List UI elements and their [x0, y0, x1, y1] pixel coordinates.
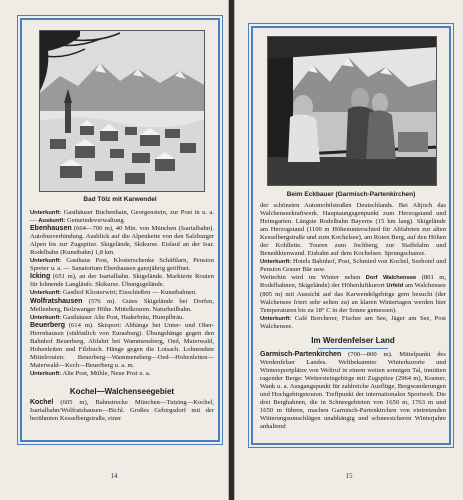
label-keyword: Unterkunft:	[30, 290, 62, 297]
label-keyword: Urfeld	[386, 283, 404, 290]
left-page-frame	[20, 18, 220, 442]
body-text: Hotels Bahnhof, Post, Schmied von Kochel, Seehotel und Pension Grauer Bär usw.	[260, 258, 446, 274]
paragraph	[30, 399, 214, 423]
label-keyword: Unterkunft:	[30, 258, 62, 265]
page-number: 14	[110, 472, 118, 480]
body-text: Weiterhin wird im Winter neben	[260, 274, 366, 282]
body-text: Gasthäuser Alte Post, Haderbräu, Humplbräu.	[61, 313, 184, 321]
label-keyword: Auskunft:	[38, 218, 66, 225]
page-number: 15	[345, 472, 353, 480]
body-text: Gasthäuser Buchenhain, Georgenstein, zur Post in u. a. —	[30, 209, 214, 225]
right-page-frame	[251, 26, 451, 445]
paragraph	[30, 370, 214, 378]
body-text: (614 m). Skisport: Abhänge bei Unter- und Ober-Herrnhausen (südöstlich von Eurasburg). Übungshänge gegen den Bahnhof Beuerberg. Abfahrt bei Wammensberg, Oed, Maierwald, Hohenleiten und Filzbuch. Hänge gegen die Loisach. Lohnendste Mittelrouten: Beuerberg—Wammensberg—Oed—Hohenleiten—Maierwald—Kech—Beuerberg u. a. m.	[30, 321, 214, 369]
body-text: (576 m). Gutes Skigelände bei Dorfen, Meilenberg, Bolzwanger Höhe. Mittelkouren. Naturheilbahn.	[30, 297, 214, 313]
body-text: Café Borcherer, Fischer am See, Jäger am See, Post Walchensee.	[260, 314, 446, 330]
right-page	[234, 0, 463, 500]
body-text: Gasthaus Post, Klosterschenke Schäftlarn, Pension Spreter u. a. — Sanatorium Ebenhausen ganzjährig geöffnet.	[30, 257, 214, 273]
right-page-text	[260, 202, 446, 431]
paragraph	[260, 315, 446, 331]
body-text: (605 m), Bahnstrecke München—Tutzing—Kochel, Isartalbahn/Wolfratshausen—Bichl. Großes Gebirgsdorf mit der berühmten Kesselbergstraße, einer	[30, 399, 214, 423]
photo-caption: Bad Tölz mit Karwendel	[83, 196, 157, 203]
body-text: (700—800 m). Mittelpunkt des Werdenfelser Landes. Weltbekannter Winterkurorte und Wintersportplätze von Weltruf in einem weiten sonnigen Tal, inmitten ragender Berge: Wettersteingebirge mit Zugspitze (2964 m), Kramer, Wank u. a. Ausgangspunkt für zahlreiche Ausflüge, Bergwanderungen und Hochgebirgstouren. Treffpunkt der internationalen Sportwelt. Die drei Berghahnen, die in Schneegebieten von 1650 m, 1763 m und 1650 m führen, machen Garmisch-Partenkirchen von eintretenden Witterungsumschlägen unabhängig und schneesicheren Winterjahre anhaltend	[260, 350, 446, 431]
place-name: Garmisch-Partenkirchen	[260, 350, 342, 358]
paragraph	[30, 273, 214, 289]
photo-caption: Beim Eckbauer (Garmisch-Partenkirchen)	[286, 191, 416, 198]
body-text: Gemeindeverwaltung.	[65, 217, 126, 225]
heading-rule	[318, 348, 388, 349]
place-name: Ebenhausen	[30, 225, 72, 233]
paragraph	[30, 257, 214, 273]
label-keyword: Unterkunft:	[30, 314, 62, 321]
photo-eckbauer	[267, 36, 437, 186]
place-name: Kochel	[30, 399, 54, 407]
label-keyword: Unterkunft:	[260, 259, 292, 266]
body-text: Alte Post, Mühle, Neue Post u. a.	[61, 369, 151, 377]
body-text: (801 m, Rodelbahnen, Skigelände) der Höhenluftkurort	[260, 274, 446, 290]
label-keyword: Unterkunft:	[30, 370, 62, 377]
body-text: (651 m), an der Isartalbahn. Skigelände. Markierte Routen für lohnende Langläufe. Skikurse. Übungsgelände.	[30, 273, 214, 289]
section-heading: Kochel—Walchenseegebiet	[69, 386, 175, 396]
body-text: Gasthof Klosterwirt; Eisschießen — Kunstbahnen.	[61, 289, 197, 297]
body-text: am Walchensee (805 m) mit Aussicht auf das Karwendelgebirge gern besucht (der Walchensee friert sehr selten zu) an klaren Wintertagen werden hier Temperaturen bis zu 18° C in der Sonne gemessen).	[260, 282, 446, 314]
left-page	[0, 0, 229, 500]
paragraph	[30, 298, 214, 314]
paragraph	[30, 289, 214, 297]
left-page-text	[30, 209, 214, 423]
place-name: Icking	[30, 273, 51, 281]
paragraph	[260, 274, 446, 314]
paragraph	[260, 202, 446, 258]
label-keyword: Unterkunft:	[30, 210, 62, 216]
photo-bad-toelz	[39, 30, 205, 192]
label-keyword: Unterkunft:	[260, 315, 292, 322]
photo-eckbauer-image	[268, 37, 437, 186]
paragraph	[260, 258, 446, 274]
paragraph	[260, 351, 446, 431]
paragraph	[30, 322, 214, 370]
place-name: Beuerberg	[30, 321, 66, 329]
photo-bad-toelz-image	[40, 31, 205, 192]
body-text: (664—700 m), 40 Min. von München (Isartalbahn). Autobusverbindung. Ausblick auf die Alpenkette von den Salzburger Alpen bis zur Zugspitze. Skigelände, Skikurse. Eislauf an der Isar. Rodelbahn (Kunstbahn) 1,8 km.	[30, 225, 214, 257]
paragraph	[30, 225, 214, 257]
place-name: Wolfratshausen	[30, 297, 83, 305]
paragraph	[30, 209, 214, 225]
section-heading: Im Werdenfelser Land	[311, 335, 395, 345]
label-keyword: Dorf Walchensee	[365, 275, 417, 282]
paragraph	[30, 314, 214, 322]
body-text: der schönsten Automobilstraßen Deutschlands. Bei Altjoch das Walchenseekraftwerk. Hauptaungsgenpunkt zum Herzogstand und Heimgarten. Längste Rodelbahn Bayerns (15 km lang). Skigelände am Herzogstand (1100 m Höhenunterschied für Abfahrten zur alten Kesselbergstraße und zum Kochelsee), am Roten Berg, auf den Höhen der Kohlleite. Touren zum Jochberg, zur Staffelalm und Benediktenwand. Eisbahn auf dem Kochelsee. Sprungschanze.	[260, 202, 446, 258]
